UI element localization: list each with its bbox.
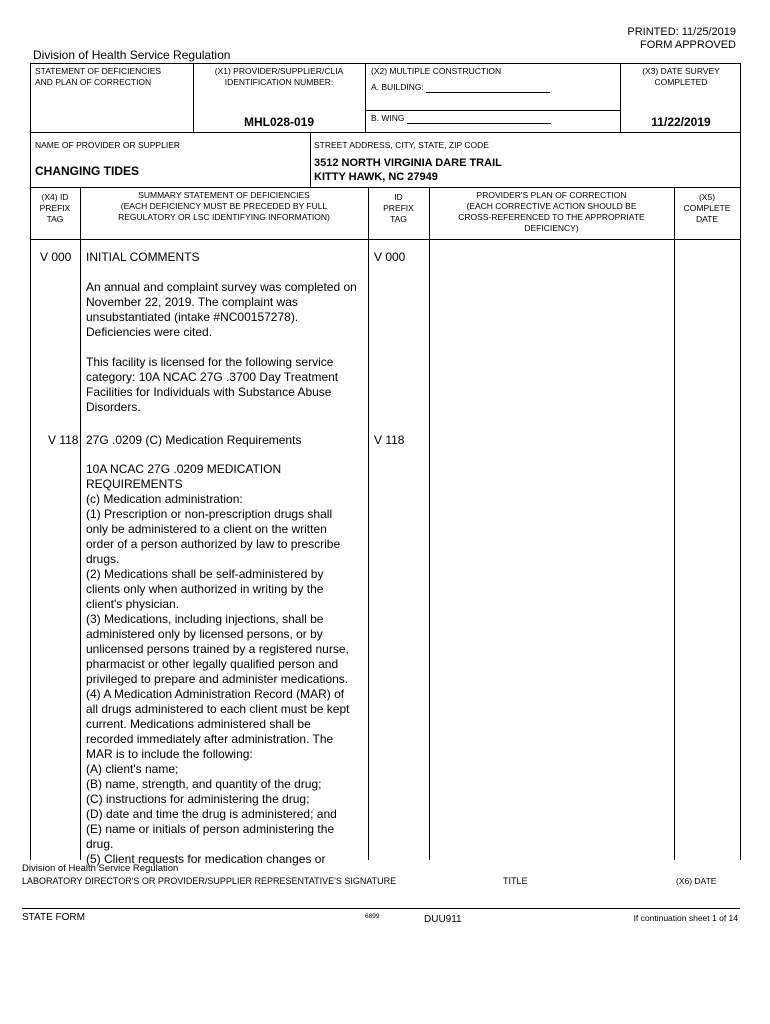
building-label: A. BUILDING:	[371, 82, 424, 92]
address-line1: 3512 NORTH VIRGINIA DARE TRAIL	[314, 157, 502, 169]
footer-division: Division of Health Service Regulation	[22, 863, 179, 874]
address	[314, 156, 502, 184]
col-id-header: ID PREFIX TAG	[383, 192, 414, 224]
division-title: Division of Health Service Regulation	[33, 48, 231, 62]
x2-label: (X2) MULTIPLE CONSTRUCTION	[371, 66, 502, 76]
provider-name: CHANGING TIDES	[35, 164, 140, 178]
col-x5-header: (X5) COMPLETE DATE	[683, 192, 731, 224]
tag-v118: V 118	[48, 433, 79, 447]
survey-date: 11/22/2019	[651, 115, 711, 129]
provider-label: NAME OF PROVIDER OR SUPPLIER	[35, 140, 180, 150]
col-x4-header: (X4) ID PREFIX TAG	[39, 192, 71, 224]
v000-text	[86, 280, 366, 430]
address-line2: KITTY HAWK, NC 27949	[314, 171, 438, 183]
state-form-label: STATE FORM	[22, 912, 85, 923]
col-plan-header: PROVIDER'S PLAN OF CORRECTION (EACH CORRECTIVE ACTION SHOULD BE CROSS-REFERENCED TO THE APPROPRIATE DEFICIENCY)	[458, 190, 645, 233]
provider-id: MHL028-019	[243, 115, 315, 129]
v000-paragraph-1: An annual and complaint survey was completed on November 22, 2019. The complaint was unsubstantiated (intake #NC00157278). Deficiencies were cited.	[86, 280, 357, 339]
v000-heading: INITIAL COMMENTS	[86, 250, 200, 264]
form-approved: FORM APPROVED	[640, 39, 736, 51]
signature-label: LABORATORY DIRECTOR'S OR PROVIDER/SUPPLIER REPRESENTATIVE'S SIGNATURE	[22, 876, 397, 886]
event-id: DUU911	[424, 914, 462, 925]
wing-label: B. WING	[371, 113, 405, 123]
address-label: STREET ADDRESS, CITY, STATE, ZIP CODE	[314, 140, 489, 150]
continuation-sheet: If continuation sheet 1 of 14	[633, 913, 738, 923]
printed-date: PRINTED: 11/25/2019	[627, 26, 736, 38]
wing-field	[371, 113, 551, 124]
form-number: 6899	[365, 913, 380, 920]
id-v118: V 118	[374, 433, 405, 447]
col-summary-header: SUMMARY STATEMENT OF DEFICIENCIES (EACH DEFICIENCY MUST BE PRECEDED BY FULL REGULATORY OR LSC IDENTIFYING INFORMATION)	[118, 190, 330, 222]
statement-label: STATEMENT OF DEFICIENCIES AND PLAN OF CORRECTION	[35, 66, 162, 87]
title-label: TITLE	[503, 876, 528, 886]
v118-heading: 27G .0209 (C) Medication Requirements	[86, 433, 302, 447]
id-v000: V 000	[374, 250, 406, 264]
x3-label: (X3) DATE SURVEY COMPLETED	[642, 66, 720, 87]
date-label: (X6) DATE	[676, 876, 717, 886]
building-field	[371, 82, 550, 93]
v118-text: 10A NCAC 27G .0209 MEDICATION REQUIREMENTS (c) Medication administration: (1) Prescription or non-prescription drugs shall only be administered to a client on the written order of a person authorized by law to prescribe drugs. (2) Medications shall be self-administered by clients only when authorized in writing by the client's physician. (3) Medications, including injections, shall be administered only by licensed persons, or by unlicensed persons trained by a registered nurse, pharmacist or other legally qualified person and privileged to prepare and administer medications. (4) A Medication Administration Record (MAR) of all drugs administered to each client must be kept current. Medications administered shall be recorded immediately after administration. The MAR is to include the following: (A) client's name; (B) name, strength, and quantity of the drug; (C) instructions for administering the drug; (D) date and time the drug is administered; and (E) name or initials of person administering the drug. (5) Client requests for medication changes or	[86, 462, 350, 866]
tag-v000: V 000	[40, 250, 72, 264]
v000-paragraph-2: This facility is licensed for the following service category: 10A NCAC 27G .3700 Day Treatment Facilities for Individuals with Substance Abuse Disorders.	[86, 355, 339, 414]
x1-label: (X1) PROVIDER/SUPPLIER/CLIA IDENTIFICATION NUMBER:	[214, 66, 344, 87]
